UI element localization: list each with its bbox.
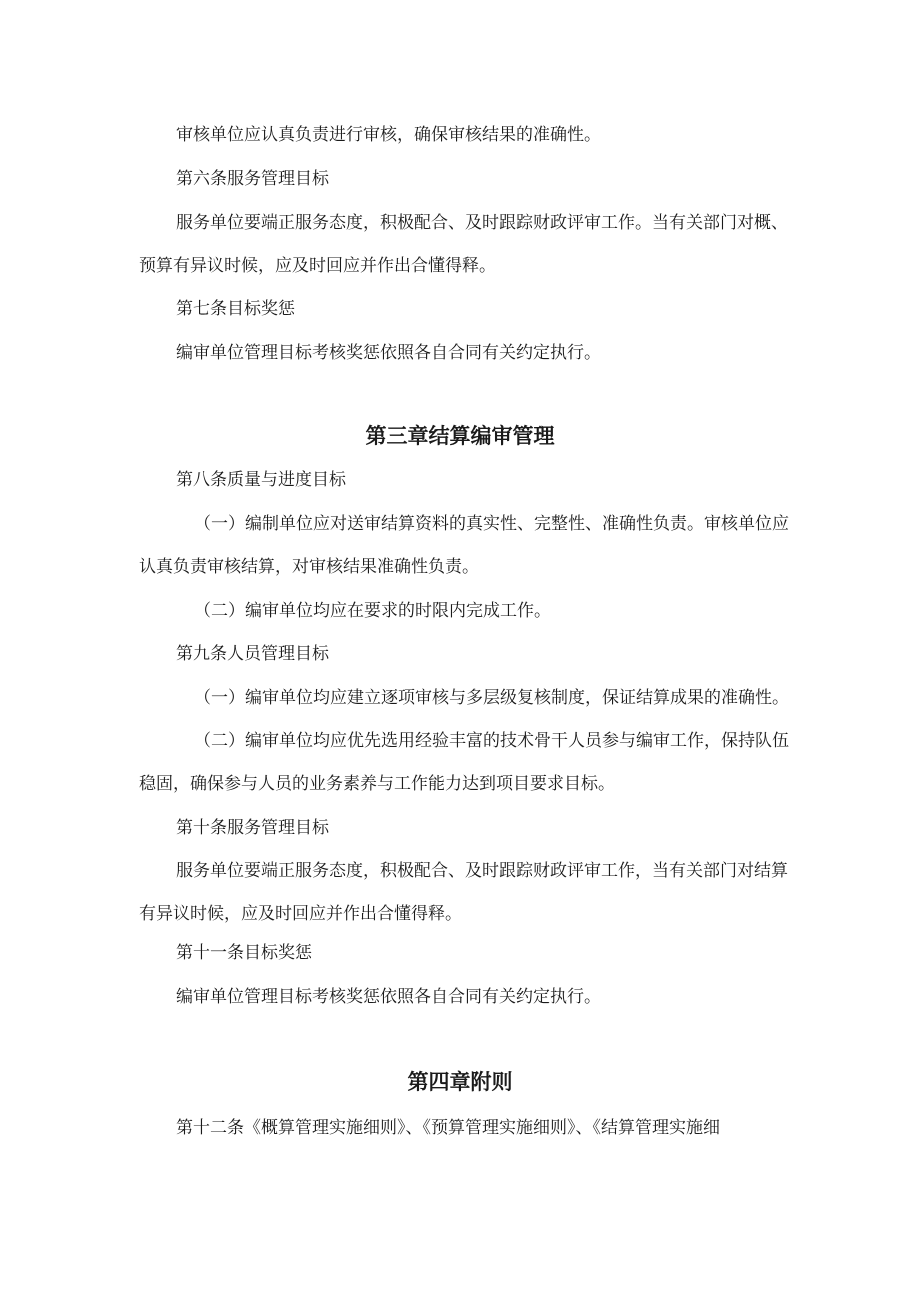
chapter-3-title: 第三章结算编审管理 (365, 424, 555, 448)
paragraph-line: （一）编审单位均应建立逐项审核与多层级复核制度，保证结算成果的准确性。 (194, 688, 789, 708)
paragraph-line: 服务单位要端正服务态度，积极配合、及时跟踪财政评审工作，当有关部门对结算 (176, 861, 788, 881)
article-heading-11: 第十一条目标奖惩 (176, 943, 312, 963)
article-heading-8: 第八条质量与进度目标 (176, 470, 346, 490)
paragraph-line: 审核单位应认真负责进行审核，确保审核结果的准确性。 (176, 125, 601, 145)
paragraph-line: 有异议时候，应及时回应并作出合懂得释。 (139, 904, 462, 924)
paragraph-line: 编审单位管理目标考核奖惩依照各自合同有关约定执行。 (176, 987, 601, 1007)
paragraph-line: （二）编审单位均应优先选用经验丰富的技术骨干人员参与编审工作，保持队伍 (194, 731, 789, 751)
paragraph-line: （一）编制单位应对送审结算资料的真实性、完整性、准确性负责。审核单位应 (194, 514, 789, 534)
chapter-4-title: 第四章附则 (407, 1070, 513, 1094)
paragraph-line: 编审单位管理目标考核奖惩依照各自合同有关约定执行。 (176, 343, 601, 363)
article-heading-7: 第七条目标奖惩 (176, 299, 295, 319)
paragraph-line: 预算有异议时候，应及时回应并作出合懂得释。 (139, 256, 496, 276)
paragraph-line: 认真负责审核结算，对审核结果准确性负责。 (139, 557, 479, 577)
article-heading-6: 第六条服务管理目标 (176, 169, 329, 189)
paragraph-line: 服务单位要端正服务态度，积极配合、及时跟踪财政评审工作。当有关部门对概、 (176, 213, 788, 233)
paragraph-line: （二）编审单位均应在要求的时限内完成工作。 (194, 601, 551, 621)
paragraph-line: 稳固，确保参与人员的业务素养与工作能力达到项目要求目标。 (139, 774, 615, 794)
article-heading-9: 第九条人员管理目标 (176, 644, 329, 664)
article-heading-10: 第十条服务管理目标 (176, 818, 329, 838)
article-heading-12: 第十二条《概算管理实施细则》、《预算管理实施细则》、《结算管理实施细 (176, 1118, 720, 1138)
